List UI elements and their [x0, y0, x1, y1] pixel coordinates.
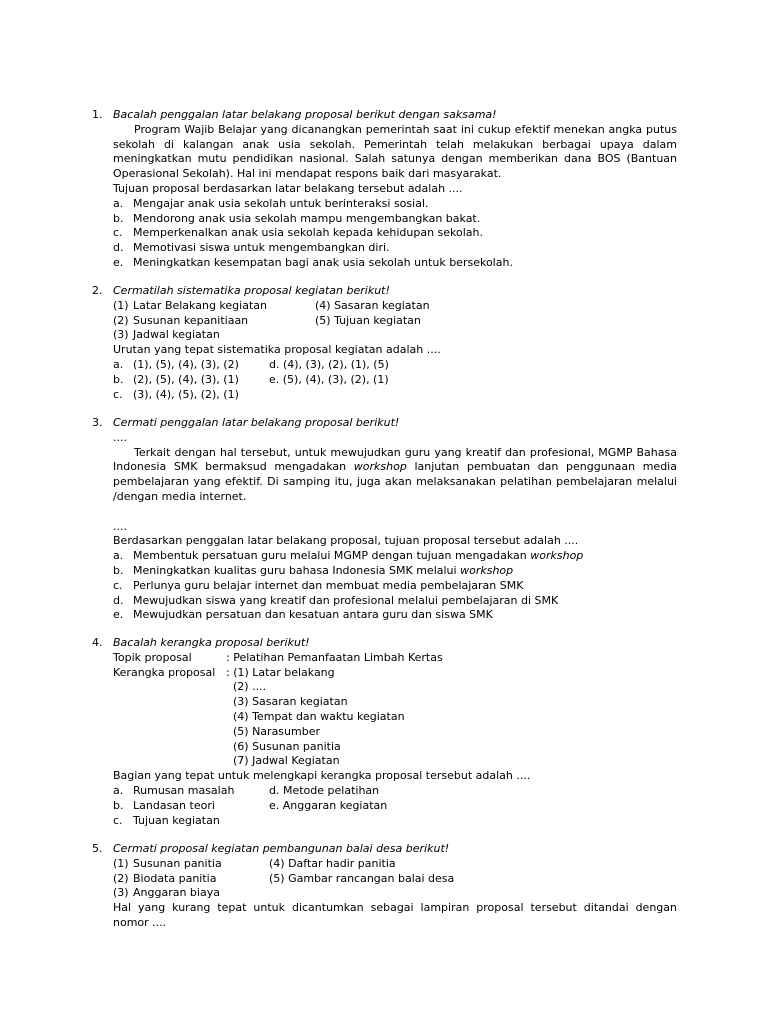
option-text: Mewujudkan persatuan dan kesatuan antara guru dan siswa SMK — [133, 608, 493, 622]
option-label: a. — [113, 357, 124, 371]
option-text: Tujuan kegiatan — [133, 813, 220, 827]
question-prompt: Urutan yang tepat sistematika proposal kegiatan adalah .... — [113, 343, 441, 357]
question-4 — [92, 636, 677, 828]
outline-item: (5) Narasumber — [233, 724, 321, 738]
option-c[interactable] — [113, 579, 677, 594]
item-text-right — [315, 328, 677, 343]
outline-item: (3) Sasaran kegiatan — [233, 695, 348, 709]
option-b[interactable] — [113, 212, 677, 227]
option-row[interactable] — [113, 358, 677, 373]
option-text-right — [269, 388, 677, 403]
question-number: 5. — [92, 842, 103, 855]
item-number: (2) — [113, 871, 129, 885]
list-item — [113, 299, 677, 314]
question-stem: Cermatilah sistematika proposal kegiatan berikut! — [113, 284, 390, 297]
question-2 — [92, 284, 677, 402]
option-label: d. — [113, 241, 124, 255]
option-text: (3), (4), (5), (2), (1) — [133, 387, 239, 401]
item-text-right: (4) Sasaran kegiatan — [315, 298, 430, 312]
option-a[interactable] — [113, 197, 677, 212]
option-label: a. — [113, 783, 124, 797]
option-row[interactable] — [113, 373, 677, 388]
option-text: Meningkatkan kualitas guru bahasa Indonesia SMK melalui — [133, 563, 457, 577]
question-number: 4. — [92, 636, 103, 649]
option-label: c. — [113, 813, 123, 827]
question-3 — [92, 416, 677, 623]
option-label: c. — [113, 387, 123, 401]
list-item — [113, 314, 677, 329]
item-number: (3) — [113, 886, 129, 900]
outline-item: (6) Susunan panitia — [233, 739, 341, 753]
option-label: d. — [113, 593, 124, 607]
item-number: (1) — [113, 298, 129, 312]
question-paragraph: Program Wajib Belajar yang dicanangkan pemerintah saat ini cukup efektif menekan angka putus sekolah di kalangan anak usia sekolah. Pemerintah telah melakukan berbagai upaya dalam meningkatkan mutu pendidikan nasional. Salah satunya dengan memberikan dana BOS (Bantuan Operasional Sekolah). Hal ini mendapat respons baik dari masyarakat. — [113, 122, 677, 181]
outline-key: Kerangka proposal — [113, 665, 216, 679]
option-label: e. — [113, 255, 124, 269]
option-b[interactable] — [113, 564, 677, 579]
option-row[interactable] — [113, 814, 677, 829]
item-text-right — [269, 886, 677, 901]
option-text-right: e. (5), (4), (3), (2), (1) — [269, 372, 389, 386]
item-text: Biodata panitia — [133, 871, 217, 885]
question-stem: Cermati penggalan latar belakang proposal berikut! — [113, 416, 400, 429]
question-prompt: Bagian yang tepat untuk melengkapi kerangka proposal tersebut adalah .... — [113, 769, 531, 783]
option-label: b. — [113, 372, 124, 386]
option-text: Landasan teori — [133, 798, 215, 812]
option-label: b. — [113, 798, 124, 812]
list-item — [113, 857, 677, 872]
paragraph-text: lanjutan pembuatan dan penggunaan media pembelajaran yang efektif. Di samping itu, juga akan melaksanakan pelatihan pembelajaran melalui /dengan media internet. — [113, 460, 677, 503]
outline-item: (2) .... — [233, 680, 267, 694]
option-e[interactable] — [113, 608, 677, 623]
option-row[interactable] — [113, 784, 677, 799]
option-a[interactable] — [113, 549, 677, 564]
option-text: Perlunya guru belajar internet dan membuat media pembelajaran SMK — [133, 578, 524, 592]
ellipsis: .... — [113, 430, 127, 444]
item-text-right: (5) Tujuan kegiatan — [315, 313, 421, 327]
item-text: Susunan kepanitiaan — [133, 313, 249, 327]
option-text: Rumusan masalah — [133, 783, 235, 797]
option-d[interactable] — [113, 594, 677, 609]
option-italic: workshop — [530, 549, 584, 563]
question-prompt: Berdasarkan penggalan latar belakang proposal, tujuan proposal tersebut adalah .... — [113, 534, 579, 548]
option-text: Membentuk persatuan guru melalui MGMP dengan tujuan mengadakan — [133, 549, 527, 563]
option-text: Memperkenalkan anak usia sekolah kepada kehidupan sekolah. — [133, 226, 484, 240]
item-text: Anggaran biaya — [133, 886, 220, 900]
question-prompt: Hal yang kurang tepat untuk dicantumkan sebagai lampiran proposal tersebut ditandai dengan nomor .... — [113, 901, 677, 929]
item-text: Latar Belakang kegiatan — [133, 298, 267, 312]
option-label: c. — [113, 578, 123, 592]
option-row[interactable] — [113, 388, 677, 403]
option-label: b. — [113, 211, 124, 225]
option-label: c. — [113, 226, 123, 240]
option-italic: workshop — [460, 563, 514, 577]
item-text: Jadwal kegiatan — [133, 328, 220, 342]
ellipsis: .... — [113, 519, 127, 533]
option-text-right — [269, 814, 677, 829]
list-item — [113, 328, 677, 343]
option-text: Mendorong anak usia sekolah mampu mengembangkan bakat. — [133, 211, 481, 225]
question-paragraph — [113, 446, 677, 505]
option-label: b. — [113, 563, 124, 577]
list-item — [113, 886, 677, 901]
paragraph-text: Terkait dengan hal tersebut, untuk mewujudkan guru yang kreatif dan profesional, MGMP Bahasa Indonesia SMK bermaksud mengadakan — [113, 445, 677, 474]
option-text: Memotivasi siswa untuk mengembangkan diri. — [133, 241, 390, 255]
outline-item: (7) Jadwal Kegiatan — [233, 754, 340, 768]
item-text-right: (4) Daftar hadir panitia — [269, 856, 396, 870]
outline-row — [113, 666, 677, 681]
question-1 — [92, 108, 677, 271]
topic-row — [113, 651, 677, 666]
option-text: Mewujudkan siswa yang kreatif dan profesional melalui pembelajaran di SMK — [133, 593, 559, 607]
option-d[interactable] — [113, 241, 677, 256]
option-text: (1), (5), (4), (3), (2) — [133, 357, 239, 371]
option-label: e. — [113, 608, 124, 622]
option-text-right: e. Anggaran kegiatan — [269, 798, 388, 812]
question-number: 3. — [92, 416, 103, 429]
topic-value: : Pelatihan Pemanfaatan Limbah Kertas — [226, 650, 443, 664]
question-stem: Bacalah penggalan latar belakang proposal berikut dengan saksama! — [113, 108, 497, 121]
question-number: 2. — [92, 284, 103, 297]
paragraph-italic: workshop — [353, 460, 407, 474]
option-text: Meningkatkan kesempatan bagi anak usia sekolah untuk bersekolah. — [133, 255, 513, 269]
question-prompt: Tujuan proposal berdasarkan latar belakang tersebut adalah .... — [113, 181, 463, 195]
option-row[interactable] — [113, 799, 677, 814]
option-text-right: d. (4), (3), (2), (1), (5) — [269, 357, 389, 371]
question-number: 1. — [92, 108, 103, 121]
option-e[interactable] — [113, 256, 677, 271]
option-text: Mengajar anak usia sekolah untuk berinteraksi sosial. — [133, 196, 429, 210]
topic-key: Topik proposal — [113, 650, 192, 664]
list-item — [113, 872, 677, 887]
option-c[interactable] — [113, 226, 677, 241]
question-5 — [92, 842, 677, 931]
option-text: (2), (5), (4), (3), (1) — [133, 372, 239, 386]
option-text-right: d. Metode pelatihan — [269, 783, 380, 797]
item-number: (1) — [113, 856, 129, 870]
question-stem: Bacalah kerangka proposal berikut! — [113, 636, 310, 649]
outline-item: (4) Tempat dan waktu kegiatan — [233, 709, 405, 723]
item-text: Susunan panitia — [133, 856, 222, 870]
item-text-right: (5) Gambar rancangan balai desa — [269, 871, 455, 885]
option-label: a. — [113, 196, 124, 210]
option-label: a. — [113, 549, 124, 563]
item-number: (2) — [113, 313, 129, 327]
outline-item: : (1) Latar belakang — [226, 665, 335, 679]
question-stem: Cermati proposal kegiatan pembangunan balai desa berikut! — [113, 842, 450, 855]
item-number: (3) — [113, 328, 129, 342]
